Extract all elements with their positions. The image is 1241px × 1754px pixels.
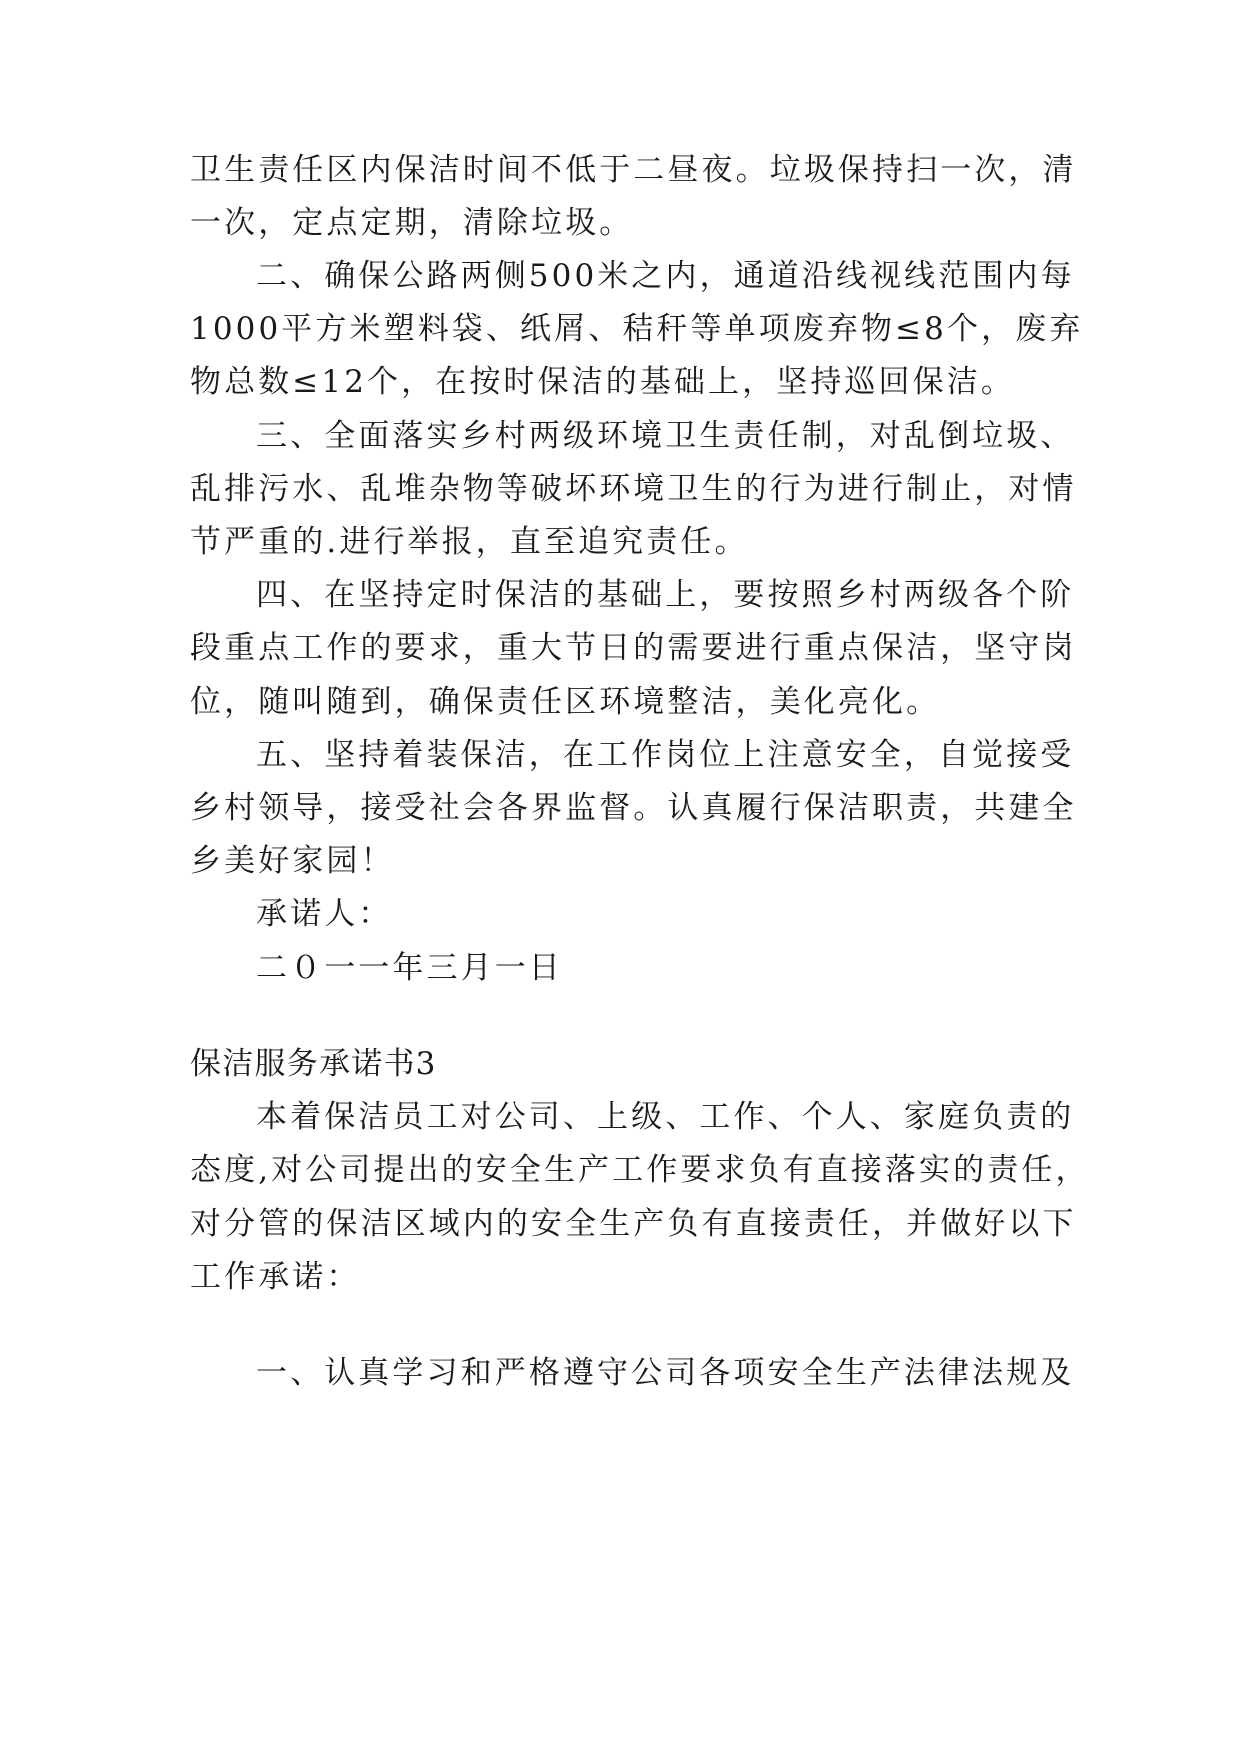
paragraph-line: 乡村领导，接受社会各界监督。认真履行保洁职责，共建全 [190,790,1077,826]
section-title: 保洁服务承诺书3 [190,1046,437,1082]
document-date: 二０一一年三月一日 [256,950,563,986]
paragraph-line: 本着保洁员工对公司、上级、工作、个人、家庭负责的 [256,1099,1075,1135]
paragraph-line: 四、在坚持定时保洁的基础上，要按照乡村两级各个阶 [256,577,1075,613]
paragraph-line: 物总数≤12个，在按时保洁的基础上，坚持巡回保洁。 [190,364,1015,400]
paragraph-line: 卫生责任区内保洁时间不低于二昼夜。垃圾保持扫一次，清 [190,152,1077,188]
signatory-label: 承诺人： [256,896,393,932]
paragraph-line: 态度,对公司提出的安全生产工作要求负有直接落实的责任， [190,1152,1090,1188]
paragraph-line: 一次，定点定期，清除垃圾。 [190,205,634,241]
paragraph-line: 乡美好家园！ [190,843,395,879]
paragraph-line: 五、坚持着装保洁，在工作岗位上注意安全，自觉接受 [256,737,1075,773]
paragraph-line: 一、认真学习和严格遵守公司各项安全生产法律法规及 [256,1355,1075,1391]
paragraph-line: 位，随叫随到，确保责任区环境整洁，美化亮化。 [190,684,941,720]
paragraph-line: 节严重的.进行举报，直至追究责任。 [190,524,749,560]
paragraph-line: 二、确保公路两侧500米之内，通道沿线视线范围内每 [256,258,1075,294]
paragraph-line: 1000平方米塑料袋、纸屑、秸秆等单项废弃物≤8个，废弃 [190,311,1084,347]
paragraph-line: 乱排污水、乱堆杂物等破坏环境卫生的行为进行制止，对情 [190,471,1077,507]
paragraph-line: 三、全面落实乡村两级环境卫生责任制，对乱倒垃圾、 [256,418,1075,454]
paragraph-line: 段重点工作的要求，重大节日的需要进行重点保洁，坚守岗 [190,630,1077,666]
paragraph-line: 对分管的保洁区域内的安全生产负有直接责任，并做好以下 [190,1206,1077,1242]
paragraph-line: 工作承诺： [190,1259,361,1295]
